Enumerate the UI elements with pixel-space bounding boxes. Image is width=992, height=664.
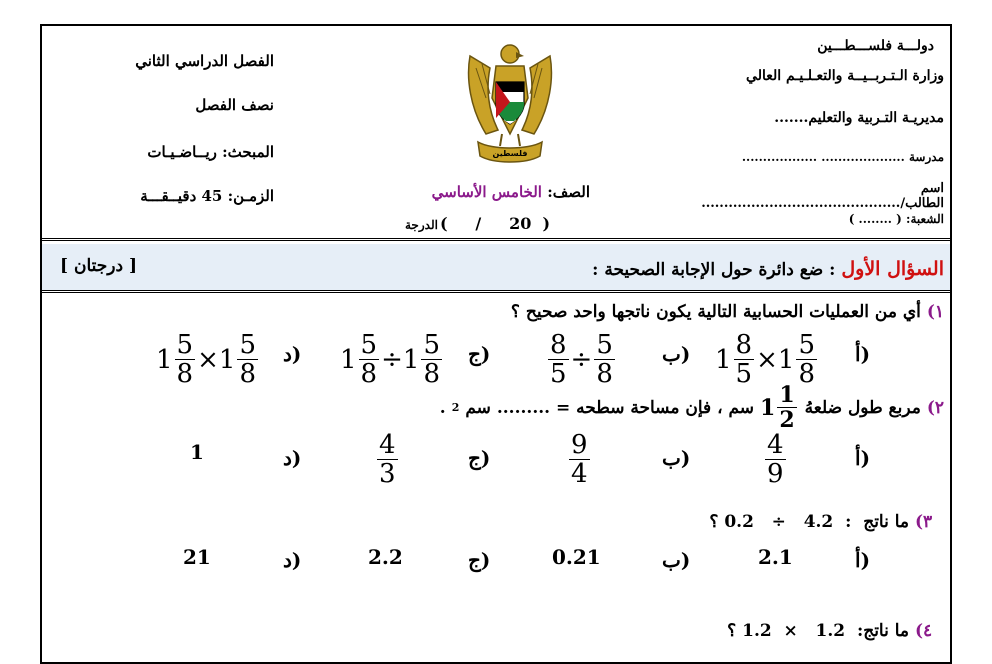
q1-option-b-expression[interactable]: $\frac{8}{5}$ ÷ $\frac{5}{8}$ [550,330,613,389]
question-1-number: ١) [926,302,944,322]
subject-label: المبحث: [222,143,274,161]
exam-type: نصف الفصل [195,96,274,114]
q2-option-c-letter[interactable]: ج) [468,446,491,470]
student-label: اسم الطالب/ [900,181,944,211]
ministry-name: وزارة الـتـربــيــة والتعـلـيـم العالي [746,68,944,84]
q3-option-a-value[interactable]: 2.1 [758,545,793,569]
emblem-label: فلسطين [492,149,528,158]
question-2-number: ٢) [926,397,944,418]
q3-option-c-letter[interactable]: ج) [468,548,491,572]
grade-row [432,183,590,201]
school-label: مدرسة [908,150,944,164]
grade-label: الصف: [547,183,590,201]
header-divider [40,238,952,241]
q2-option-a-fraction[interactable]: $\frac{4}{9}$ [767,430,784,489]
q3-option-d-value[interactable]: 21 [183,545,211,569]
q1-option-a-expression[interactable]: 1 $\frac{8}{5}$ × 1 $\frac{5}{8}$ [715,330,815,389]
q2-option-d-letter[interactable]: د) [283,446,302,470]
q2-side-length: 1 $\frac{1}{2}$ [760,382,795,433]
section1-instruction: : ضع دائرة حول الإجابة الصحيحة : [592,260,836,280]
subject-row [147,143,274,161]
student-row [684,181,944,211]
student-name-field[interactable]: ............................................ [701,196,901,211]
section1-title: السؤال الأول [841,258,944,280]
section1-heading [592,258,944,280]
school-row [684,150,944,164]
subject-value: ريــاضـيـات [147,143,217,161]
question-1-text: ١) أي من العمليات الحسابية التالية يكون ناتجها واحد صحيح ؟ [510,302,944,322]
q2-option-b-letter[interactable]: ب) [662,446,691,470]
q1-option-d-expression[interactable]: 1 $\frac{5}{8}$ × 1 $\frac{5}{8}$ [156,330,256,389]
q1-option-c-expression[interactable]: 1 $\frac{5}{8}$ ÷ 1 $\frac{5}{8}$ [340,330,440,389]
question-4-number: ٤) [914,621,933,641]
q3-option-b-letter[interactable]: ب) [662,548,691,572]
q1-option-c-letter[interactable]: ج) [468,342,491,366]
q2-option-b-fraction[interactable]: $\frac{9}{4}$ [571,430,588,489]
palestine-eagle-emblem-icon [462,38,558,166]
q3-option-c-value[interactable]: 2.2 [368,545,403,569]
question-4-text: ٤) ما ناتج: 1.2 × 1.2 ؟ [727,621,933,641]
question-3-text: ٣) ما ناتج : 4.2 ÷ 0.2 ؟ [709,512,933,532]
grade-value: الخامس الأساسي [431,183,542,201]
section-field[interactable]: ( ........ ) [848,212,902,226]
question-3-number: ٣) [914,512,933,532]
directorate-name: مديريـة التـربية والتعليم....... [774,110,944,126]
time-value: 45 دقيــقـــة [140,187,223,205]
state-name: دولـــة فلســـطـــين [817,38,934,54]
q2-option-a-letter[interactable]: أ) [855,446,871,470]
q3-option-d-letter[interactable]: د) [283,548,302,572]
section-label: الشعبة: [906,212,944,226]
section1-marks: [ درجتان ] [60,256,138,276]
q1-option-d-letter[interactable]: د) [283,342,302,366]
section-divider [40,290,952,293]
q3-option-b-value[interactable]: 0.21 [552,545,601,569]
q1-option-a-letter[interactable]: أ) [855,342,871,366]
q2-option-d-value[interactable]: 1 [190,440,204,464]
school-field[interactable]: .................... .................. [741,150,905,164]
q1-option-b-letter[interactable]: ب) [662,342,691,366]
q2-option-c-fraction[interactable]: $\frac{4}{3}$ [379,430,396,489]
score-label: الدرجة [405,218,438,232]
section-row [684,212,944,226]
score-box[interactable]: ( / 20 ) [440,214,551,233]
time-row [140,187,274,205]
semester: الفصل الدراسي الثاني [135,52,274,70]
time-label: الزمـن: [227,187,274,205]
question-2-text: ٢) مربع طول ضلعهُ 1 $\frac{1}{2}$ سم ، فإن مساحة سطحه = ......... سم 2 . [439,382,944,433]
q3-option-a-letter[interactable]: أ) [855,548,871,572]
